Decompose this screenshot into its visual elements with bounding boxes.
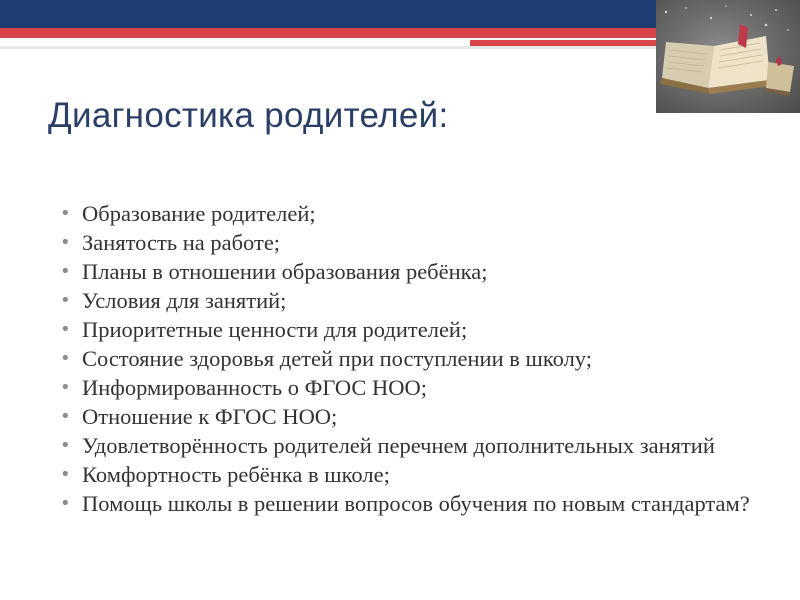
list-item xyxy=(58,405,778,429)
bullet-icon: • xyxy=(60,464,71,485)
bullet-icon: • xyxy=(60,493,71,514)
list-item-text: Занятость на работе; xyxy=(82,230,281,255)
list-item xyxy=(58,260,778,284)
list-item xyxy=(58,463,778,487)
header-blue-band xyxy=(0,0,656,28)
bullet-icon: • xyxy=(60,406,71,427)
list-item xyxy=(58,434,778,458)
slide-title: Диагностика родителей: xyxy=(48,96,449,135)
bullet-icon: • xyxy=(60,435,71,456)
list-item-text: Образование родителей; xyxy=(82,201,316,226)
bullet-list xyxy=(58,202,778,521)
list-item-text: Отношение к ФГОС НОО; xyxy=(82,404,338,429)
list-item-text: Комфортность ребёнка в школе; xyxy=(82,462,390,487)
list-item xyxy=(58,376,778,400)
list-item xyxy=(58,289,778,313)
list-item-text: Состояние здоровья детей при поступлении в школу; xyxy=(82,346,592,371)
list-item-text: Информированность о ФГОС НОО; xyxy=(82,375,427,400)
header-red-band xyxy=(0,28,656,38)
list-item xyxy=(58,347,778,371)
bullet-icon: • xyxy=(60,377,71,398)
list-item-text: Помощь школы в решении вопросов обучения по новым стандартам? xyxy=(82,491,750,516)
list-item-text: Приоритетные ценности для родителей; xyxy=(82,317,468,342)
bullet-icon: • xyxy=(60,261,71,282)
list-item xyxy=(58,492,778,516)
list-item-text: Удовлетворённость родителей перечнем дополнительных занятий xyxy=(82,433,715,458)
list-item xyxy=(58,202,778,226)
list-item xyxy=(58,318,778,342)
header-gray-line xyxy=(0,46,656,49)
list-item xyxy=(58,231,778,255)
open-book-photo-icon xyxy=(656,0,800,113)
bullet-icon: • xyxy=(60,290,71,311)
bullet-icon: • xyxy=(60,203,71,224)
bullet-icon: • xyxy=(60,348,71,369)
bullet-icon: • xyxy=(60,319,71,340)
list-item-text: Условия для занятий; xyxy=(82,288,287,313)
list-item-text: Планы в отношении образования ребёнка; xyxy=(82,259,488,284)
bullet-icon: • xyxy=(60,232,71,253)
